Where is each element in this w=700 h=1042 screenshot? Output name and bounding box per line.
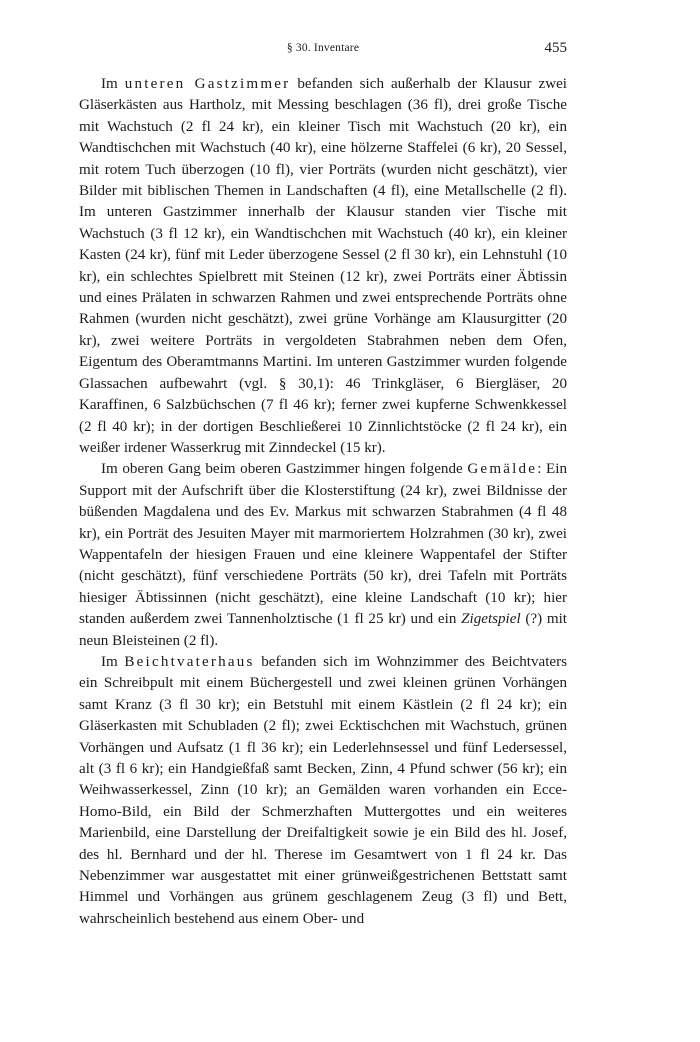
paragraph-text-continued: (?) mit neun Bleisteinen (2 fl). <box>79 611 567 649</box>
paragraph-beichtvaterhaus <box>79 652 567 930</box>
paragraph-lead: Im oberen Gang beim oberen Gastzimmer hingen folgende <box>101 461 468 478</box>
spaced-heading-term: unteren Gastzimmer <box>124 76 291 92</box>
paragraph-unteren-gastzimmer <box>79 74 567 459</box>
spaced-heading-term: Gemälde <box>467 461 538 478</box>
paragraph-text: befanden sich im Wohnzimmer des Beichtvaters ein Schreibpult mit einem Büchergestell und zwei kleinen grünen Vorhängen samt Kranz (3 fl 30 kr); ein Betstuhl mit einem Kästlein (2 fl 24 kr); ein Gläserkasten mit Schubladen (2 fl); zwei Ecktischchen mit Wachstuch, grünen Vorhängen und Aufsatz (1 fl 36 kr); ein Lederlehnsessel und fünf Ledersessel, alt (3 fl 6 kr); ein Handgießfaß samt Becken, Zinn, 4 Pfund schwer (56 kr); ein Weihwasserkessel, Zinn (10 kr); an Gemälden waren vorhanden ein Ecce-Homo-Bild, ein Bild der Schmerzhaften Muttergottes und ein weiteres Marienbild, eine Darstellung der Dreifaltigkeit sowie je ein Bild des hl. Josef, des hl. Bernhard und der hl. Therese im Gesamtwert von 1 fl 24 kr. Das Nebenzimmer war ausgestattet mit einer grünweißgestrichenen Bettstatt samt Himmel und Vorhängen aus grünem geschlagenem Zeug (3 fl) und Bett, wahrscheinlich bestehend aus einem Ober- und <box>79 653 567 927</box>
paragraph-lead: Im <box>101 76 125 92</box>
running-head: § 30. Inventare <box>286 42 360 54</box>
body-text <box>79 74 567 930</box>
paragraph-gemaelde <box>79 459 567 652</box>
page-number: 455 <box>544 40 567 56</box>
italic-term: Zigetspiel <box>461 611 521 628</box>
paragraph-text: befanden sich außerhalb der Klausur zwei Gläserkästen aus Hartholz, mit Messing beschlagen (36 fl), drei große Tische mit Wachstuch (2 fl 24 kr), ein kleiner Tisch mit Wachstuch (20 kr), ein Wandtischchen mit Wachstuch (40 kr), eine hölzerne Staffelei (6 kr), 20 Sessel, mit rotem Tuch überzogen (10 fl), vier Porträts (wurden nicht geschätzt), vier Bilder mit biblischen Themen in Landschaften (4 fl), eine Metallschelle (2 fl). Im unteren Gastzimmer innerhalb der Klausur standen vier Tische mit Wachstuch (3 fl 12 kr), ein Wandtischchen mit Wachstuch (40 kr), ein kleiner Kasten (24 kr), fünf mit Leder überzogene Sessel (2 fl 30 kr), ein Lehnstuhl (10 kr), ein schlechtes Spielbrett mit Steinen (12 kr), zwei Porträts einer Äbtissin und eines Prälaten in schwarzen Rahmen und zwei entsprechende Porträts ohne Rahmen (wurden nicht geschätzt), zwei grüne Vorhänge am Klausurgitter (20 kr), zwei weitere Porträts in vergoldeten Stabrahmen neben dem Ofen, Eigentum des Oberamtmanns Martini. Im unteren Gastzimmer wurden folgende Glassachen aufbewahrt (vgl. § 30,1): 46 Trinkgläser, 6 Biergläser, 20 Karaffinen, 6 Salzbüchschen (7 fl 46 kr); ferner zwei kupferne Schwenkkessel (2 fl 40 kr); in der dortigen Beschließerei 10 Zinnlichtstöcke (2 fl 24 kr), ein weißer irdener Wasserkrug mit Zinndeckel (15 kr). <box>79 76 568 456</box>
page-header <box>79 40 567 60</box>
paragraph-lead: Im <box>101 653 125 670</box>
paragraph-text: : Ein Support mit der Aufschrift über die Klosterstiftung (24 kr), zwei Bildnisse der büßenden Magdalena und des Ev. Markus mit schwarzen Stabrahmen (4 fl 48 kr), ein Porträt des Jesuiten Mayer mit marmoriertem Holzrahmen (30 kr), zwei Wappentafeln der hiesigen Frauen und eine kleinere Wappentafel der Stifter (nicht geschätzt), fünf verschiedene Porträts (50 kr), drei Tafeln mit Porträts hiesiger Äbtissinnen (nicht geschätzt), eine kleine Landschaft (10 kr); hier standen außerdem zwei Tannenholztische (1 fl 25 kr) und ein <box>79 461 567 628</box>
spaced-heading-term: Beichtvaterhaus <box>124 653 255 670</box>
